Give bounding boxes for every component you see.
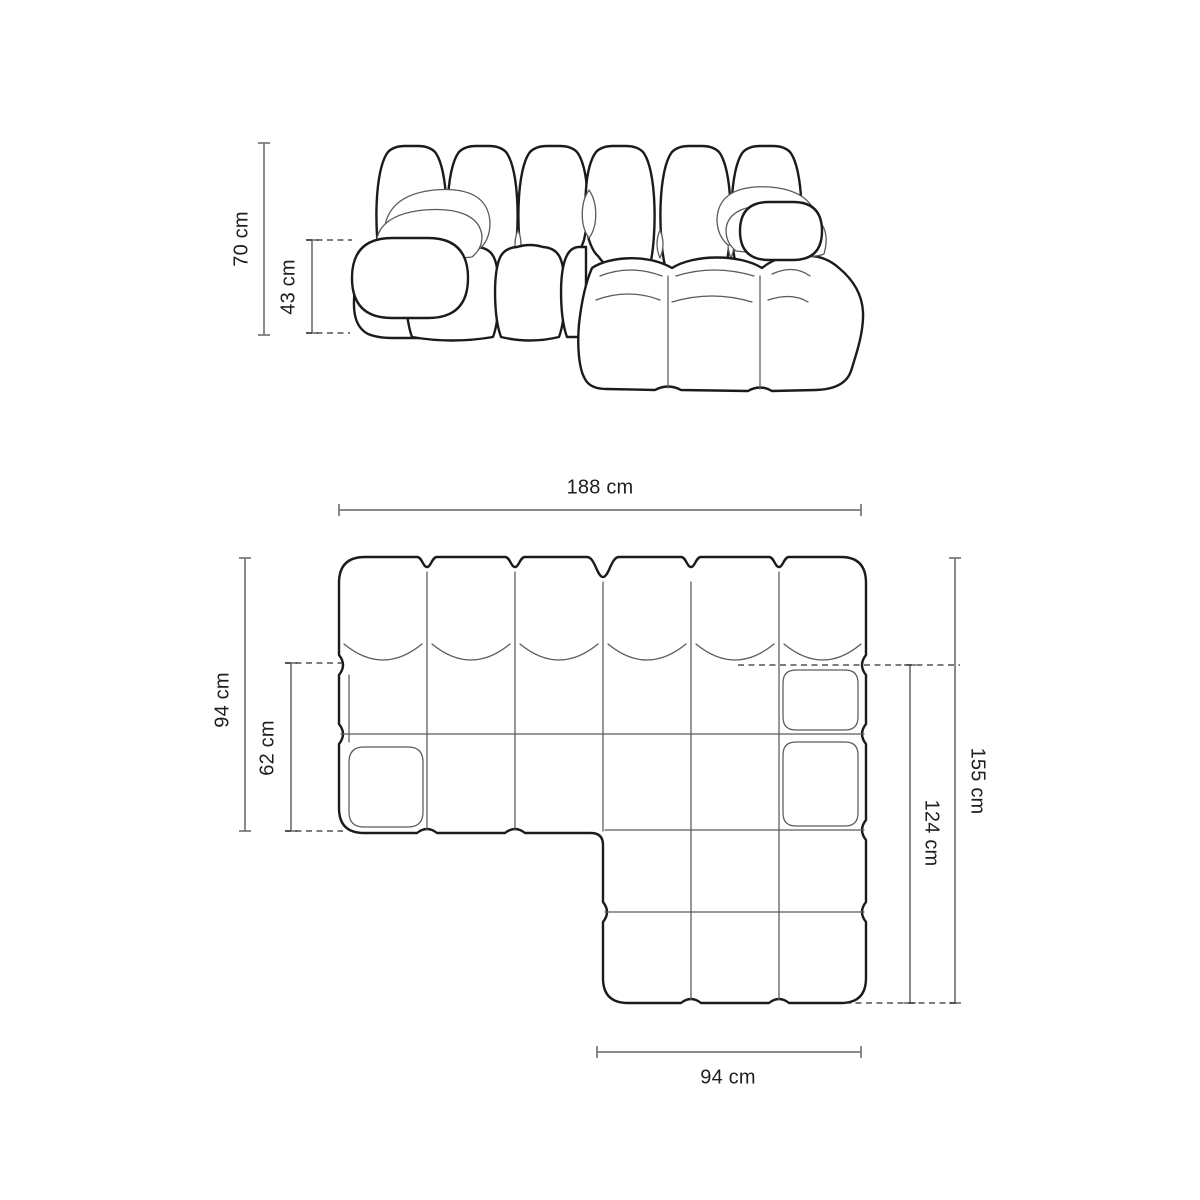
chaise-front — [578, 255, 863, 391]
front-elevation-drawing — [352, 146, 863, 391]
dim-label-chaise-depth: 124 cm — [920, 799, 943, 867]
dim-label-total-depth: 155 cm — [966, 747, 989, 815]
right-armrest — [717, 187, 826, 260]
dim-label-seat-depth: 62 cm — [256, 720, 279, 776]
dim-label-total-width: 188 cm — [566, 476, 634, 499]
top-plan-drawing — [339, 557, 866, 1003]
dim-label-seat-height: 43 cm — [277, 259, 300, 315]
dim-label-total-height: 70 cm — [230, 211, 253, 267]
dim-label-left-section-depth: 94 cm — [211, 672, 234, 728]
dim-label-chaise-width: 94 cm — [700, 1066, 756, 1089]
dimension-lines-front — [258, 143, 352, 335]
